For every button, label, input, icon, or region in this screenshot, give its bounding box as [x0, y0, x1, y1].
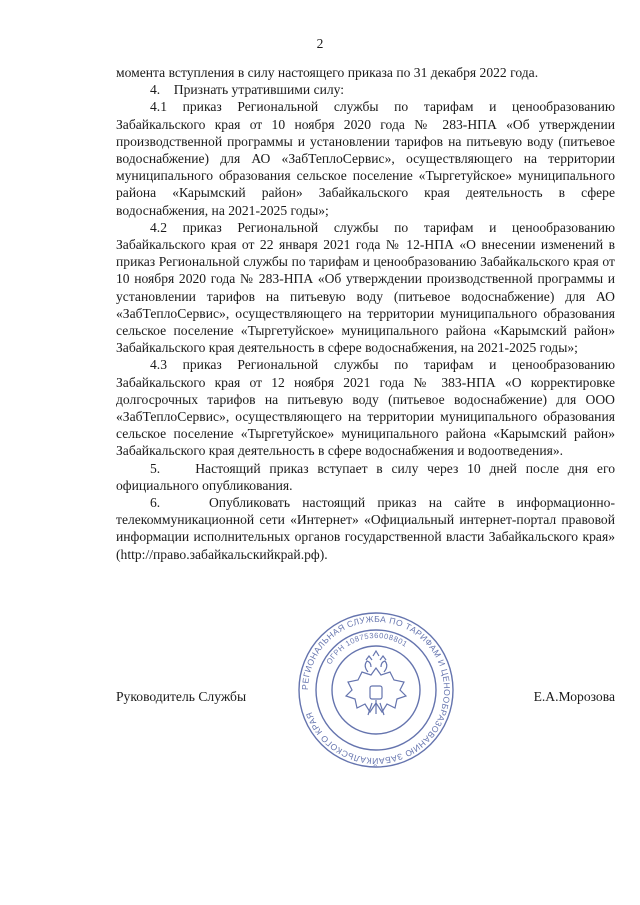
document-body [116, 64, 615, 563]
official-seal-stamp [296, 610, 456, 770]
paragraph-item-5: 5. Настоящий приказ вступает в силу через 10 дней после дня его официального опубликования. [116, 460, 615, 493]
double-headed-eagle-emblem [346, 651, 406, 715]
paragraph-item-4-1: 4.1 приказ Региональной службы по тарифам и ценообразованию Забайкальского края от 10 ноября 2020 года № 283-НПА «Об утверждении производственной программы и установлении тарифов на питьевую воду (питьевое водоснабжение) для АО «ЗабТеплоСервис», осуществляющего на территории муниципального образования сельское поселение «Тыргетуйское» муниципального района «Карымский район» Забайкальского края деятельность в сфере водоснабжения, на 2021-2025 годы»; [116, 99, 615, 218]
paragraph-item-4-3: 4.3 приказ Региональной службы по тарифам и ценообразованию Забайкальского края от 12 ноября 2021 года № 383-НПА «О корректировке долгосрочных тарифов на питьевую воду (питьевое водоснабжение) для ООО «ЗабТеплоСервис», осуществляющего на территории муниципального образования сельское поселение «Тыргетуйское» муниципального района «Карымский район» Забайкальского края деятельность в сфере водоснабжения и водоотведения». [116, 357, 615, 459]
paragraph-continuation: момента вступления в силу настоящего приказа по 31 декабря 2022 года. [116, 65, 539, 80]
signatory-name: Е.А.Морозова [533, 689, 615, 704]
paragraph-item-4: 4. Признать утратившими силу: [150, 82, 345, 98]
stamp-inner-text: ОГРН 1087536008801 [324, 630, 410, 666]
paragraph-item-6: 6. Опубликовать настоящий приказ на сайте в информационно-телекоммуникационной сети «Интернет» «Официальный интернет-портал правовой информации исполнительных органов государственной власти Забайкальского края» (http://право.забайкальскийкрай.рф). [116, 495, 615, 562]
page-number: 2 [316, 36, 324, 51]
signatory-position: Руководитель Службы [116, 689, 247, 704]
paragraph-item-4-2: 4.2 приказ Региональной службы по тарифам и ценообразованию Забайкальского края от 22 января 2021 года № 12-НПА «О внесении изменений в приказ Региональной службы по тарифам и ценообразованию Забайкальского края от 10 ноября 2020 года № 283-НПА «Об утверждении производственной программы и установлении тарифов на питьевую воду (питьевое водоснабжение) для АО «ЗабТеплоСервис», осуществляющего на территории муниципального образования сельское поселение «Тыргетуйское» муниципального района «Карымский район» Забайкальского края деятельность в сфере водоснабжения, на 2021-2025 годы»; [116, 219, 615, 356]
stamp-outer-text: РЕГИОНАЛЬНАЯ СЛУЖБА ПО ТАРИФАМ И ЦЕНООБРАЗОВАНИЮ ЗАБАЙКАЛЬСКОГО КРАЯ [299, 613, 453, 767]
